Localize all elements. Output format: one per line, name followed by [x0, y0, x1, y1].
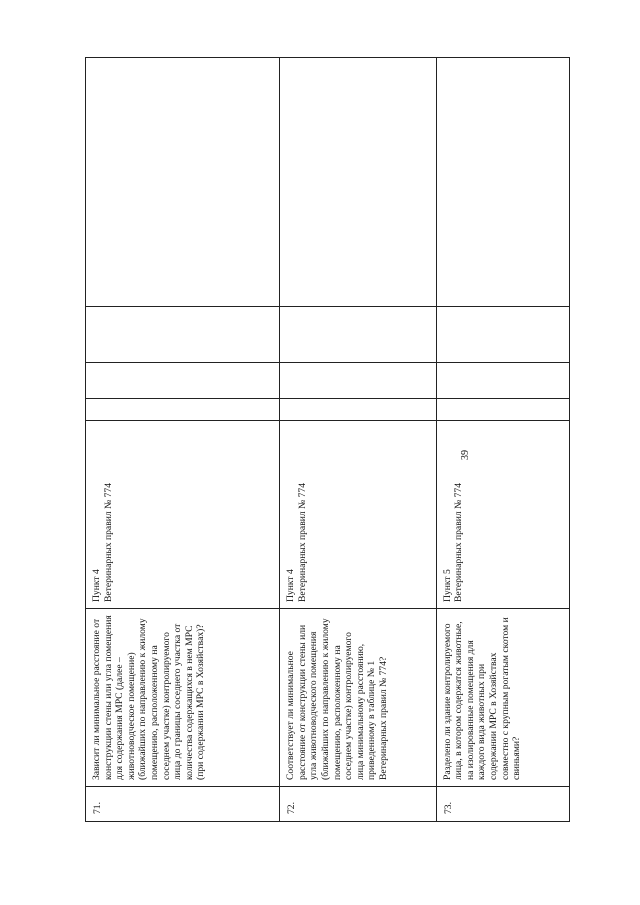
legal-reference [280, 421, 435, 609]
page-number: 39 [460, 450, 471, 460]
row-number: 72. [286, 802, 298, 814]
legal-reference [437, 421, 569, 609]
reference-rules: Ветеринарных правил № 774 [296, 483, 308, 602]
answer-na-cell[interactable] [437, 307, 569, 363]
reference-point: Пункт 4 [91, 569, 102, 602]
table-row [279, 58, 435, 821]
question-text: Разделено ли здание контролируемого лица, в котором содержатся животные, на изолированные помещения для каждого вида животных при содержании МРС в Хозяйствах совместно с крупным рогатым скотом и свиньями? [437, 609, 569, 787]
reference-point: Пункт 4 [285, 569, 297, 602]
answer-na-cell[interactable] [280, 307, 435, 363]
answer-yes-cell[interactable] [280, 399, 435, 421]
reference-rules: Ветеринарных правил № 774 [102, 483, 114, 602]
row-number: 71. [92, 802, 103, 814]
answer-no-cell[interactable] [86, 363, 279, 399]
question-text: Соответствует ли минимальное расстояние от конструкции стены или угла животноводческого помещения (ближайших по направлению к жилому помещению, расположенному на соседнем участке) контролируемого лица минимальному расстоянию, приведенному в таблице № 1 Ветеринарных правил № 774? [280, 609, 435, 787]
checklist-table [85, 57, 570, 822]
reference-point: Пункт 5 [441, 569, 453, 602]
answer-yes-cell[interactable] [86, 399, 279, 421]
notes-cell[interactable] [280, 58, 435, 307]
notes-cell[interactable] [437, 58, 569, 307]
question-text: Зависит ли минимальное расстояние от конструкции стены или угла помещения для содержания МРС (далее – животноводческое помещение) (ближайших по направлению к жилому помещению, расположенному на соседнем участке) контролируемого лица до границы соседнего участка от количества содержащихся в нем МРС (при содержании МРС в Хозяйствах)? [86, 609, 279, 787]
answer-na-cell[interactable] [86, 307, 279, 363]
legal-reference [86, 421, 279, 609]
answer-no-cell[interactable] [280, 363, 435, 399]
reference-rules: Ветеринарных правил № 774 [453, 483, 465, 602]
table-row [436, 58, 569, 821]
row-number: 73. [442, 802, 454, 814]
table-row [86, 58, 279, 821]
answer-yes-cell[interactable] [437, 399, 569, 421]
answer-no-cell[interactable] [437, 363, 569, 399]
notes-cell[interactable] [86, 58, 279, 307]
